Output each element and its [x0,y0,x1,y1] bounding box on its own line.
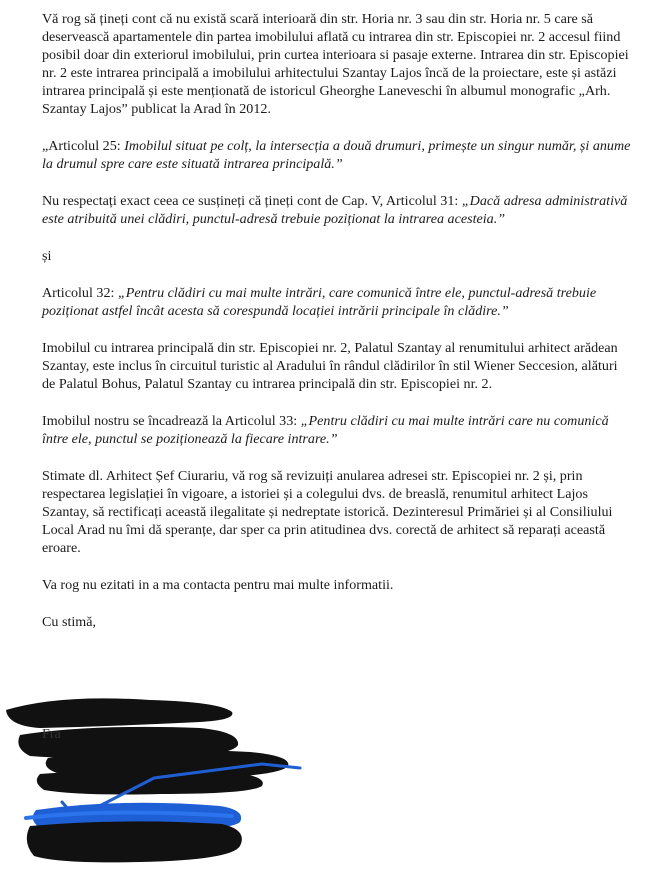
paragraph-article-33 [42,412,632,448]
article-25-lead: „Articolul 25: [42,138,125,154]
paragraph-palatul-szantay: Imobilul cu intrarea principală din str. Episcopiei nr. 2, Palatul Szantay al renumitului arhitect arădean Szantay, este inclus în circuitul turistic al Aradului în rândul clădirilor în stil Wiener Seccesion, alături de Palatul Bohus, Palatul Szantay cu intrarea principală din str. Episcopiei nr. 2. [42,340,618,392]
signature-area [0,690,646,869]
paragraph-article-31 [42,192,632,228]
paragraph-contact: Va rog nu ezitati in a ma contacta pentru mai multe informatii. [42,577,394,593]
redaction-scribbles [0,690,646,869]
redaction-blot-1 [6,698,232,728]
redaction-blot-4 [37,770,263,794]
article-32-quote: „Pentru clădiri cu mai multe intrări, care comunică între ele, punctul-adresă trebuie poziționat astfel încât acesta să corespundă locației intrării principale în clădire.” [42,285,597,319]
paragraph-article-25 [42,137,632,173]
paragraph-article-32 [42,284,632,320]
signer-name-fragment: Fra [42,727,61,742]
article-32-lead: Articolul 32: [42,285,118,301]
closing-salutation: Cu stimă, [42,614,97,630]
article-33-quote: „Pentru clădiri cu mai multe intrări care nu comunică între ele, punctul se poziționează la fiecare intrare.” [42,413,609,447]
article-33-lead: Imobilul nostru se încadrează la Articolul 33: [42,413,301,429]
paragraph-and: și [42,248,52,264]
paragraph-request: Stimate dl. Arhitect Șef Ciurariu, vă rog să revizuiți anularea adresei str. Episcopiei nr. 2 și, prin respectarea legislației în vigoare, a istoriei și a colegului dvs. de breaslă, renumitul arhitect Lajos Szantay, să rectificați această ilegalitate și nedreptate istorică. Dezinteresul Primăriei și al Consiliului Local Arad nu îmi dă speranțe, dar sper ca prin atitudinea dvs. corectă de arhitect să reparați această eroare. [42,468,613,556]
article-31-lead: Nu respectați exact ceea ce susțineți că țineți cont de Cap. V, Articolul 31: [42,193,462,209]
letter-body [42,10,632,631]
redaction-blot-5 [27,821,242,862]
article-31-quote: „Dacă adresa administrativă este atribuită unei clădiri, punctul-adresă trebuie poziționat la intrarea acesteia.” [42,193,628,227]
article-25-quote: Imobilul situat pe colț, la intersecția a două drumuri, primește un singur număr, și anume la drumul spre care este situată intrarea principală.” [42,138,631,172]
paragraph-staircase-access: Vă rog să țineți cont că nu există scară interioară din str. Horia nr. 3 sau din str. Horia nr. 5 care să deservească apartamentele din partea imobilului aflată cu intrarea din str. Episcopiei nr. 2 accesul fiind posibil doar din exteriorul imobilului, prin curtea interioara si pasaje externe. Intrarea din str. Episcopiei nr. 2 este intrarea principală a imobilului arhitectului Szantay Lajos încă de la proiectare, este și astăzi intrarea principală și este menționată de istoricul Gheorghe Laneveschi în albumul monografic „Arh. Szantay Lajos” publicat la Arad în 2012. [42,11,629,117]
